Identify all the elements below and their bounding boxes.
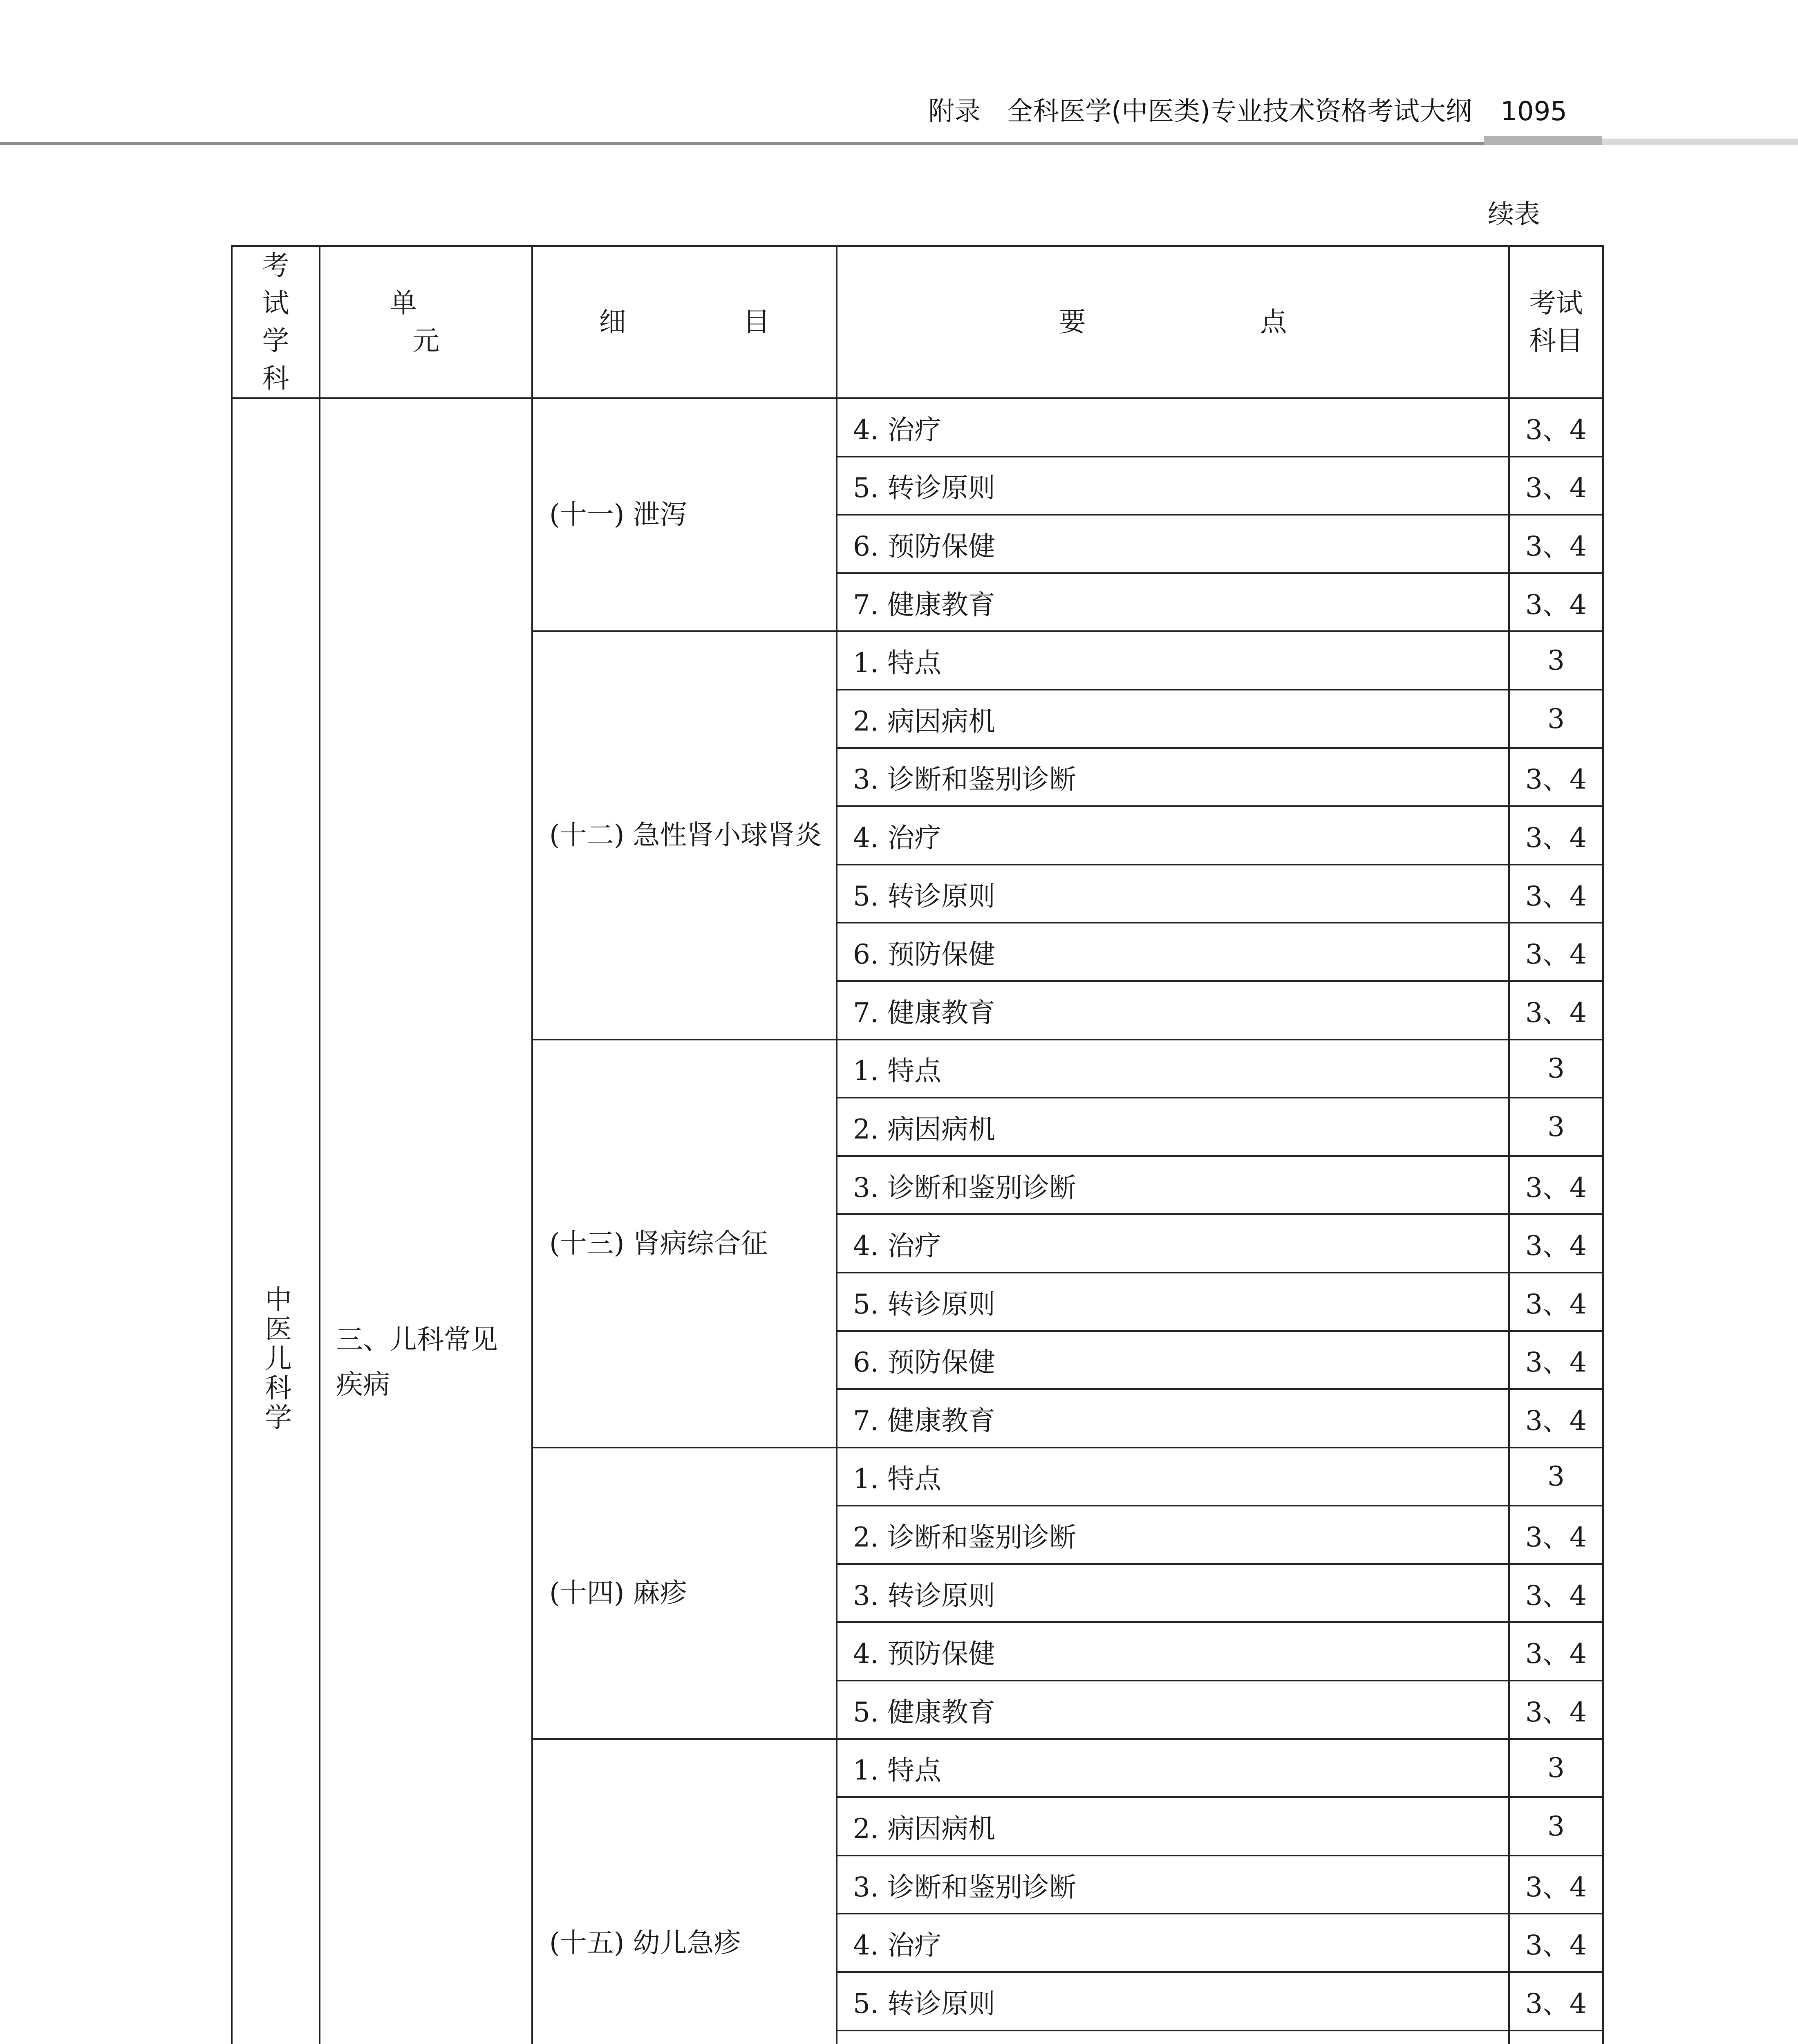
point-cell [837,1914,1509,1972]
exam-subject-text: 3、4 [1525,589,1587,621]
item-cell [532,398,837,631]
point-text: 5. 转诊原则 [853,1288,995,1320]
col-header-subject [232,246,320,398]
exam-subject-text: 3、4 [1525,530,1587,562]
point-text: 7. 健康教育 [853,1405,995,1437]
col-header-point [837,246,1509,398]
point-cell [837,806,1509,865]
continued-label: 续表 [1488,199,1540,230]
exam-cell [1509,398,1603,457]
point-cell [837,1098,1509,1156]
col-header-exam [1509,246,1603,398]
point-text: 3. 诊断和鉴别诊断 [853,1871,1076,1903]
exam-subject-text: 3、4 [1525,1871,1587,1903]
point-cell [837,1214,1509,1273]
point-cell [837,573,1509,632]
col-header-point-text: 要 点 [1059,306,1361,338]
col-header-item-text: 细 目 [599,306,815,338]
point-text: 3. 诊断和鉴别诊断 [853,764,1076,796]
item-cell [532,1040,837,1448]
table-body [232,398,1603,2044]
point-cell [837,923,1509,981]
exam-cell [1509,1506,1603,1564]
point-text: 1. 特点 [853,1055,941,1087]
header-title: 附录 全科医学(中医类)专业技术资格考试大纲 [928,96,1472,127]
exam-subject-text: 3 [1547,1461,1565,1493]
item-cell [532,631,837,1039]
exam-cell [1509,1389,1603,1448]
exam-subject-text: 3、4 [1525,1230,1587,1262]
point-text: 7. 健康教育 [853,589,995,621]
table-header-row [232,246,1603,398]
point-text: 7. 健康教育 [853,997,995,1029]
point-cell [837,1273,1509,1331]
unit-cell [320,398,532,2044]
point-text: 5. 转诊原则 [853,1988,995,2019]
exam-cell [1509,748,1603,807]
point-text: 4. 预防保健 [853,1638,995,1670]
exam-subject-text: 3 [1547,1111,1565,1143]
point-text: 4. 治疗 [853,1930,941,1961]
header-rule-page-tab [1484,136,1602,145]
exam-cell [1509,631,1603,690]
point-cell [837,1797,1509,1856]
exam-subject-text: 3、4 [1525,1172,1587,1204]
point-text: 2. 病因病机 [853,705,995,737]
point-text: 5. 转诊原则 [853,880,995,912]
point-cell [837,748,1509,807]
point-cell [837,865,1509,923]
point-text: 6. 预防保健 [853,530,995,562]
point-text: 6. 预防保健 [853,1347,995,1378]
header-rule [0,142,1484,145]
point-cell [837,1156,1509,1215]
exam-subject-text: 3、4 [1525,1988,1587,2019]
exam-subject-text: 3、4 [1525,1930,1587,1961]
point-text: 1. 特点 [853,1463,941,1495]
exam-subject-text: 3 [1547,1811,1565,1842]
point-text: 4. 治疗 [853,822,941,854]
exam-cell [1509,1098,1603,1156]
exam-cell [1509,1214,1603,1273]
exam-cell [1509,2031,1603,2044]
running-header [928,93,1567,130]
exam-subject-text: 3 [1547,645,1565,677]
point-text: 3. 转诊原则 [853,1580,995,1611]
point-cell [837,398,1509,457]
exam-subject-text: 3、4 [1525,1638,1587,1670]
exam-subject-text: 3 [1547,1752,1565,1784]
point-text: 4. 治疗 [853,414,941,446]
item-text: (十一) 泄泻 [549,499,687,531]
point-text: 2. 诊断和鉴别诊断 [853,1522,1076,1553]
exam-cell [1509,515,1603,573]
exam-cell [1509,1914,1603,1972]
exam-cell [1509,1972,1603,2031]
point-cell [837,1506,1509,1564]
point-cell [837,1856,1509,1914]
exam-cell [1509,1739,1603,1797]
point-cell [837,631,1509,690]
point-cell [837,1564,1509,1623]
point-cell [837,690,1509,748]
item-cell [532,1739,837,2044]
point-cell [837,1622,1509,1681]
exam-cell [1509,1797,1603,1856]
exam-cell [1509,806,1603,865]
exam-subject-text: 3、4 [1525,1696,1587,1728]
exam-cell [1509,1856,1603,1914]
item-text: (十四) 麻疹 [549,1577,687,1609]
exam-cell [1509,1564,1603,1623]
exam-cell [1509,1622,1603,1681]
exam-subject-text: 3 [1547,1053,1565,1085]
header-rule-edge [1602,139,1798,145]
exam-cell [1509,1040,1603,1098]
point-cell [837,515,1509,573]
subject-text: 中医儿科学 [260,1285,292,1432]
exam-subject-text: 3、4 [1525,472,1587,504]
point-cell [837,1040,1509,1098]
item-text: (十二) 急性肾小球肾炎 [549,819,822,851]
col-header-subject-text: 考试学科 [262,250,289,394]
exam-cell [1509,1331,1603,1390]
col-header-exam-text: 考试科目 [1529,287,1583,356]
point-cell [837,1972,1509,2031]
point-text: 3. 诊断和鉴别诊断 [853,1172,1076,1204]
exam-cell [1509,1448,1603,1506]
exam-subject-text: 3、4 [1525,1522,1587,1553]
exam-cell [1509,1156,1603,1215]
point-text: 1. 特点 [853,1755,941,1786]
point-cell [837,1448,1509,1506]
page-number: 1095 [1500,96,1567,127]
point-cell [837,981,1509,1040]
point-text: 1. 特点 [853,647,941,679]
exam-cell [1509,865,1603,923]
exam-subject-text: 3、4 [1525,1405,1587,1437]
exam-subject-text: 3、4 [1525,822,1587,854]
exam-subject-text: 3、4 [1525,1288,1587,1320]
point-cell [837,1739,1509,1797]
exam-subject-text: 3、4 [1525,414,1587,446]
exam-subject-text: 3、4 [1525,764,1587,796]
item-text: (十五) 幼儿急疹 [549,1927,741,1959]
point-text: 5. 健康教育 [853,1696,995,1728]
exam-cell [1509,690,1603,748]
exam-subject-text: 3、4 [1525,939,1587,970]
exam-cell [1509,457,1603,515]
point-cell [837,1681,1509,1739]
point-text: 6. 预防保健 [853,939,995,970]
exam-subject-text: 3、4 [1525,1580,1587,1611]
point-text: 4. 治疗 [853,1230,941,1262]
point-cell [837,1389,1509,1448]
point-cell [837,2031,1509,2044]
col-header-unit-text: 单 元 [390,287,534,356]
col-header-unit [320,246,532,398]
exam-subject-text: 3 [1547,703,1565,735]
table-row [232,398,1603,457]
exam-subject-text: 3、4 [1525,1347,1587,1378]
item-cell [532,1448,837,1739]
exam-subject-text: 3、4 [1525,880,1587,912]
item-text: (十三) 肾病综合征 [549,1227,768,1259]
point-text: 2. 病因病机 [853,1813,995,1845]
point-text: 5. 转诊原则 [853,472,995,504]
col-header-item [532,246,837,398]
exam-cell [1509,1273,1603,1331]
exam-cell [1509,923,1603,981]
point-text: 2. 病因病机 [853,1113,995,1145]
subject-cell [232,398,320,2044]
unit-text: 三、儿科常见疾病 [336,1324,498,1400]
point-cell [837,457,1509,515]
exam-cell [1509,1681,1603,1739]
syllabus-table [231,245,1604,2044]
exam-subject-text: 3、4 [1525,997,1587,1029]
exam-cell [1509,981,1603,1040]
exam-cell [1509,573,1603,632]
point-cell [837,1331,1509,1390]
